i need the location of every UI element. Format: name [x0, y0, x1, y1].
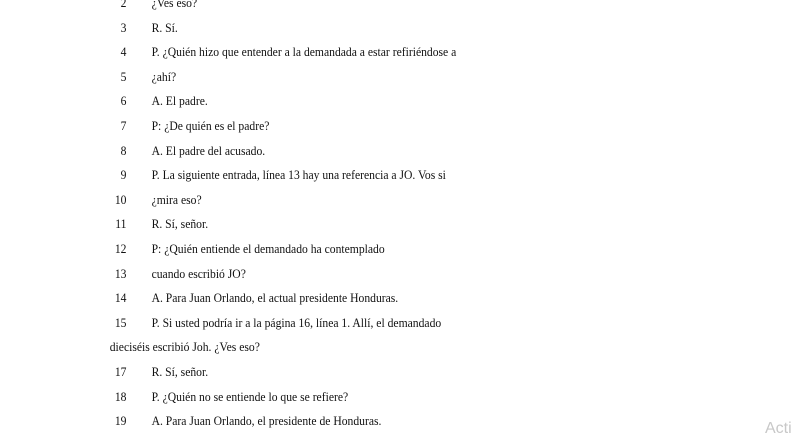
- line-number: 14: [114, 291, 127, 306]
- transcript-line: [0, 18, 744, 38]
- line-number: 7: [120, 119, 127, 133]
- line-text: R. Sí, señor.: [151, 365, 209, 379]
- transcript-line: [0, 91, 744, 111]
- transcript-line: [0, 387, 744, 407]
- transcript-line: [0, 42, 744, 62]
- line-number: 15: [114, 315, 127, 330]
- transcript-line: [0, 116, 744, 136]
- transcript-line: [0, 362, 744, 382]
- line-text: ¿mira eso?: [151, 192, 202, 207]
- line-number: 6: [120, 94, 127, 109]
- activate-windows-watermark: Acti: [765, 420, 792, 437]
- transcript-line: [0, 337, 744, 357]
- line-number: 18: [114, 389, 127, 404]
- line-number: 17: [114, 365, 127, 379]
- line-number: 5: [120, 69, 127, 84]
- line-number: 3: [120, 20, 127, 35]
- transcript-line: [0, 239, 744, 259]
- line-text: P. Si usted podría ir a la página 16, línea 1. Allí, el demandado: [151, 315, 442, 330]
- transcript-line: [0, 288, 744, 308]
- line-number: 11: [115, 217, 127, 232]
- line-text: R. Sí.: [151, 20, 178, 35]
- transcript-line: [0, 313, 744, 333]
- line-number: 13: [114, 266, 127, 281]
- transcript-line: [0, 0, 744, 13]
- line-text: A. El padre.: [151, 94, 208, 109]
- line-text: R. Sí, señor.: [151, 217, 209, 232]
- line-text: P: ¿Quién entiende el demandado ha contemplado: [151, 242, 385, 256]
- transcript-line: [0, 411, 744, 431]
- line-number: 9: [120, 168, 127, 183]
- line-number: 19: [114, 414, 127, 429]
- transcript-line: [0, 67, 744, 87]
- line-text: P. ¿Quién hizo que entender a la demandada a estar refiriéndose a: [151, 45, 457, 60]
- line-text: dieciséis escribió Joh. ¿Ves eso?: [109, 340, 260, 355]
- line-number: 2: [120, 0, 127, 10]
- transcript-line: [0, 264, 744, 284]
- line-text: A. Para Juan Orlando, el actual presidente Honduras.: [151, 291, 399, 306]
- transcript-line: [0, 214, 744, 234]
- line-number: 4: [120, 45, 127, 60]
- transcript-line: [0, 190, 744, 210]
- line-number: 10: [114, 192, 127, 207]
- transcript-line: [0, 165, 744, 185]
- line-text: cuando escribió JO?: [151, 266, 246, 281]
- line-number: 8: [120, 143, 127, 158]
- line-text: P. La siguiente entrada, línea 13 hay una referencia a JO. Vos si: [151, 168, 446, 183]
- line-text: A. Para Juan Orlando, el presidente de Honduras.: [151, 414, 382, 429]
- line-text: P: ¿De quién es el padre?: [151, 119, 270, 133]
- line-number: 12: [114, 242, 127, 256]
- line-text: ¿ahí?: [151, 69, 177, 84]
- line-text: A. El padre del acusado.: [151, 143, 266, 158]
- line-text: ¿Ves eso?: [151, 0, 198, 10]
- transcript-line: [0, 141, 744, 161]
- line-text: P. ¿Quién no se entiende lo que se refiere?: [151, 389, 349, 404]
